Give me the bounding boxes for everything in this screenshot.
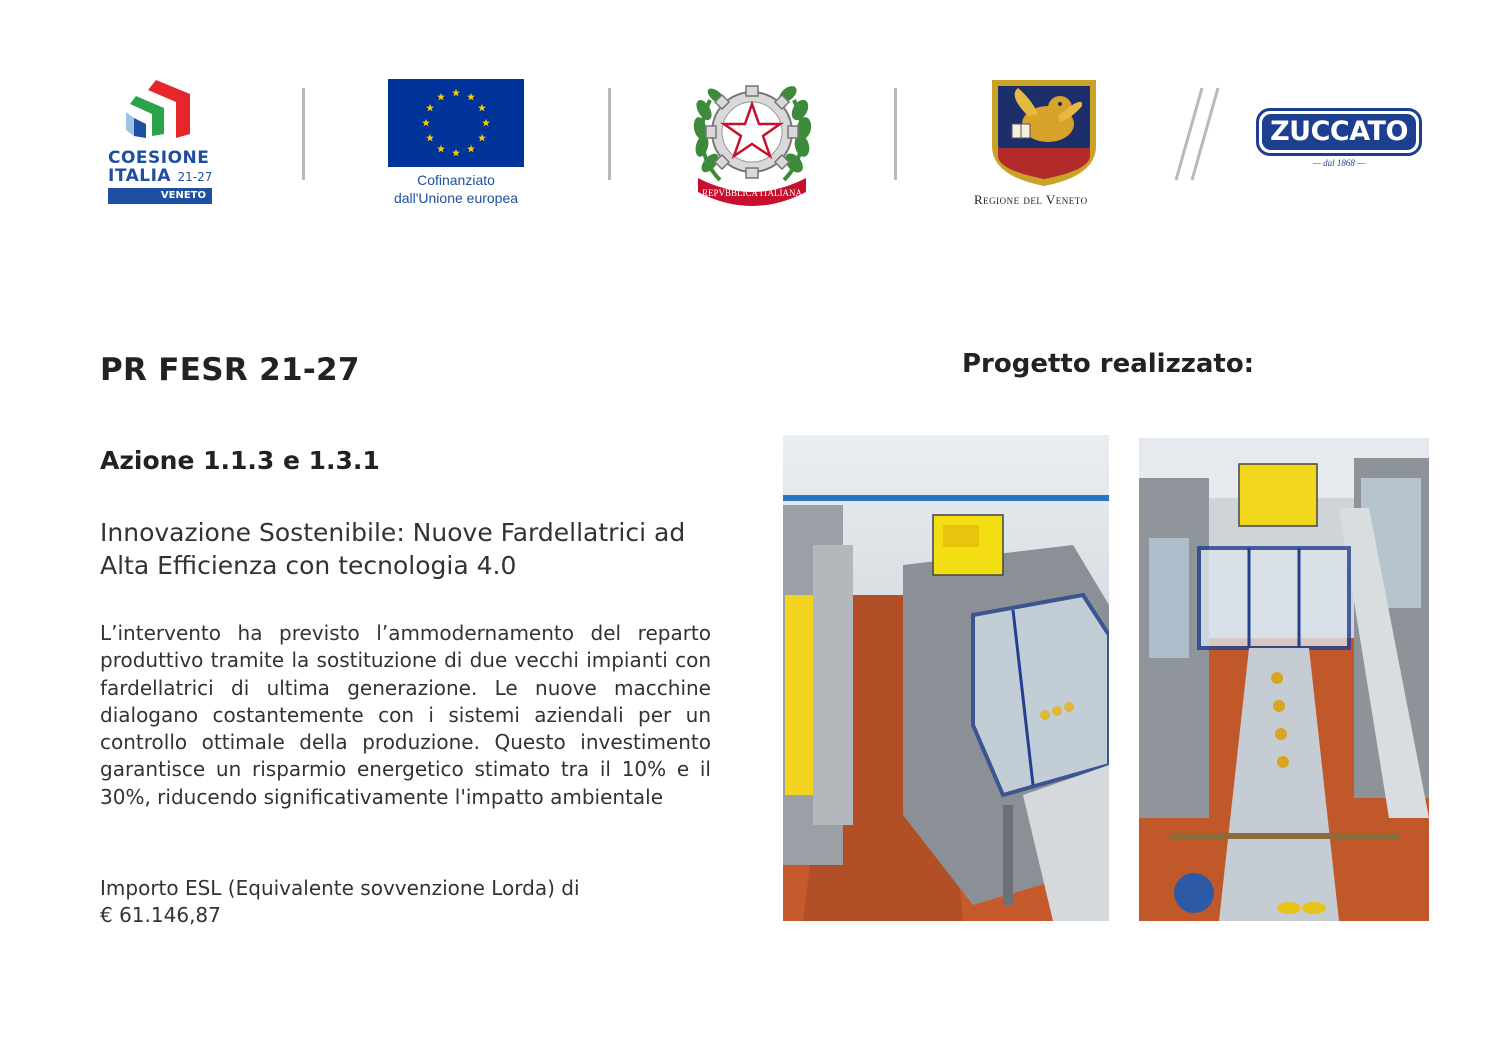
coesione-line2 bbox=[108, 166, 212, 186]
zuccato-badge bbox=[1256, 108, 1422, 156]
logo-separator bbox=[302, 88, 305, 180]
coesione-cube-icon bbox=[108, 80, 214, 144]
eu-flag-icon bbox=[388, 79, 524, 167]
conveyor-line-photo bbox=[1139, 438, 1429, 921]
zuccato-name: ZUCCATO bbox=[1262, 114, 1416, 150]
logo-separator bbox=[608, 88, 611, 180]
regione-veneto-logo bbox=[966, 76, 1126, 210]
regione-caption-text: Regione del Veneto bbox=[974, 192, 1088, 207]
eu-caption bbox=[386, 171, 526, 207]
project-description: L’intervento ha previsto l’ammodernamento del reparto produttivo tramite la sostituzione di due vecchi impianti con fardellatrici di ultima generazione. Le nuove macchine dialogano costantemente con i sistemi aziendali per un controllo ottimale della produzione. Questo investimento garantisce un risparmio energetico stimato tra il 10% e il 30%, riducendo significativamente l'impatto ambientale bbox=[100, 621, 711, 809]
program-title: PR FESR 21-27 bbox=[100, 352, 360, 388]
project-heading: Progetto realizzato: bbox=[962, 349, 1255, 379]
zuccato-tagline: — dal 1868 — bbox=[1312, 158, 1366, 168]
logo-separator bbox=[894, 88, 897, 180]
eu-logo bbox=[386, 79, 526, 209]
importo-label: Importo ESL (Equivalente sovvenzione Lorda) di bbox=[100, 876, 580, 900]
regione-veneto-caption bbox=[974, 192, 1088, 208]
coesione-years: 21-27 bbox=[177, 170, 213, 184]
project-photo-2 bbox=[1139, 438, 1429, 921]
double-slash-separator bbox=[1172, 86, 1222, 182]
eu-caption-line1: Cofinanziato bbox=[417, 172, 495, 188]
eu-caption-line2: dall'Unione europea bbox=[393, 190, 519, 206]
packaging-machine-photo bbox=[783, 435, 1109, 921]
italian-emblem-icon bbox=[690, 70, 814, 206]
project-subtitle: Innovazione Sostenibile: Nuove Fardellatrici ad Alta Efficienza con tecnologia 4.0 bbox=[100, 518, 686, 580]
coesione-region-bar: VENETO bbox=[108, 188, 212, 204]
project-photo-1 bbox=[783, 435, 1109, 921]
zuccato-logo bbox=[1256, 108, 1422, 172]
repubblica-italiana-emblem bbox=[690, 70, 814, 206]
importo-esl bbox=[100, 875, 720, 929]
coesione-italia-logo bbox=[108, 80, 214, 208]
veneto-lion-shield-icon bbox=[988, 76, 1100, 186]
coesione-italia: ITALIA bbox=[108, 166, 172, 186]
emblem-ribbon-text: REPVBBLICA ITALIANA bbox=[701, 188, 803, 198]
coesione-line1: COESIONE bbox=[108, 148, 210, 168]
action-heading: Azione 1.1.3 e 1.3.1 bbox=[100, 446, 380, 475]
importo-amount: € 61.146,87 bbox=[100, 903, 221, 927]
